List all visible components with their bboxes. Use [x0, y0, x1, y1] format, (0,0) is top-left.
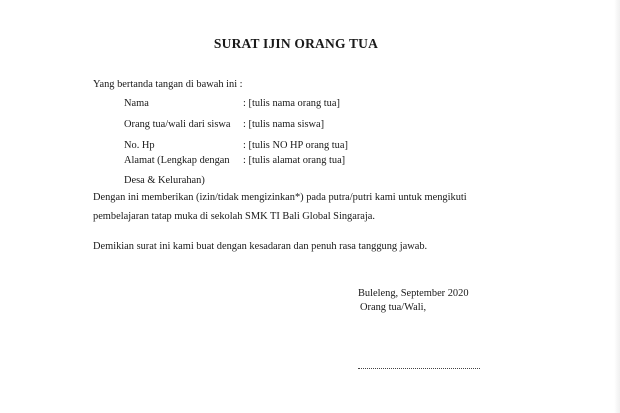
field-value-alamat: : [tulis alamat orang tua]: [243, 155, 346, 166]
body-paragraph-line-2: pembelajaran tatap muka di sekolah SMK TI Bali Global Singaraja.: [93, 211, 376, 222]
letter-title: SURAT IJIN ORANG TUA: [213, 36, 379, 51]
place-date: Buleleng, September 2020: [358, 288, 469, 299]
field-value-wali: : [tulis nama siswa]: [243, 119, 325, 130]
field-label-alamat: Alamat (Lengkap dengan: [124, 155, 230, 166]
intro-text: Yang bertanda tangan di bawah ini :: [93, 79, 243, 90]
field-value-nohp: : [tulis NO HP orang tua]: [243, 140, 348, 151]
closing-statement: Demikian surat ini kami buat dengan kesadaran dan penuh rasa tanggung jawab.: [93, 241, 428, 252]
field-label-desa: Desa & Kelurahan): [124, 175, 205, 186]
signer-role: Orang tua/Wali,: [360, 302, 427, 313]
field-label-nama: Nama: [124, 98, 149, 109]
page-edge-shadow: [614, 0, 620, 413]
field-label-wali: Orang tua/wali dari siswa: [124, 119, 231, 130]
body-paragraph-line-1: Dengan ini memberikan (izin/tidak mengizinkan*) pada putra/putri kami untuk mengikuti: [93, 192, 467, 203]
signature-line: [358, 368, 480, 369]
field-value-nama: : [tulis nama orang tua]: [243, 98, 340, 109]
field-label-nohp: No. Hp: [124, 140, 155, 151]
